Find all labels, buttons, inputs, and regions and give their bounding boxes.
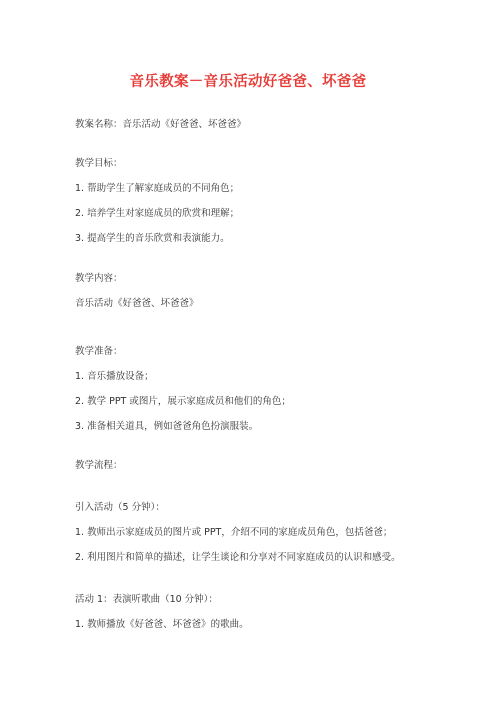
- procedure-item: 2. 利用图片和简单的描述，让学生谈论和分享对不同家庭成员的认识和感受。: [75, 552, 401, 563]
- objective-item: 1. 帮助学生了解家庭成员的不同角色；: [75, 183, 240, 194]
- objective-item: 2. 培养学生对家庭成员的欣赏和理解；: [75, 208, 240, 219]
- preparation-item: 3. 准备相关道具，例如爸爸角色扮演服装。: [75, 421, 259, 432]
- preparation-item: 2. 教学 PPT 或图片，展示家庭成员和他们的角色；: [75, 396, 291, 407]
- procedure-item: 1. 教师播放《好爸爸、坏爸爸》的歌曲。: [75, 619, 249, 630]
- subsection-heading-activity1: 活动 1：表演听歌曲（10 分钟）：: [75, 594, 218, 605]
- section-heading-content: 教学内容：: [75, 273, 123, 284]
- preparation-item: 1. 音乐播放设备；: [75, 371, 154, 382]
- section-heading-preparation: 教学准备：: [75, 346, 123, 357]
- lesson-name-line: 教案名称：音乐活动《好爸爸、坏爸爸》: [75, 119, 247, 130]
- content-item: 音乐活动《好爸爸、坏爸爸》: [75, 298, 199, 309]
- section-heading-objectives: 教学目标：: [75, 158, 123, 169]
- procedure-item: 1. 教师出示家庭成员的图片或 PPT，介绍不同的家庭成员角色，包括爸爸；: [75, 527, 393, 538]
- section-heading-procedure: 教学流程：: [75, 460, 123, 471]
- document-title: 音乐教案－音乐活动好爸爸、坏爸爸: [129, 74, 367, 90]
- objective-item: 3. 提高学生的音乐欣赏和表演能力。: [75, 233, 230, 244]
- subsection-heading-intro: 引入活动（5 分钟）：: [75, 502, 165, 513]
